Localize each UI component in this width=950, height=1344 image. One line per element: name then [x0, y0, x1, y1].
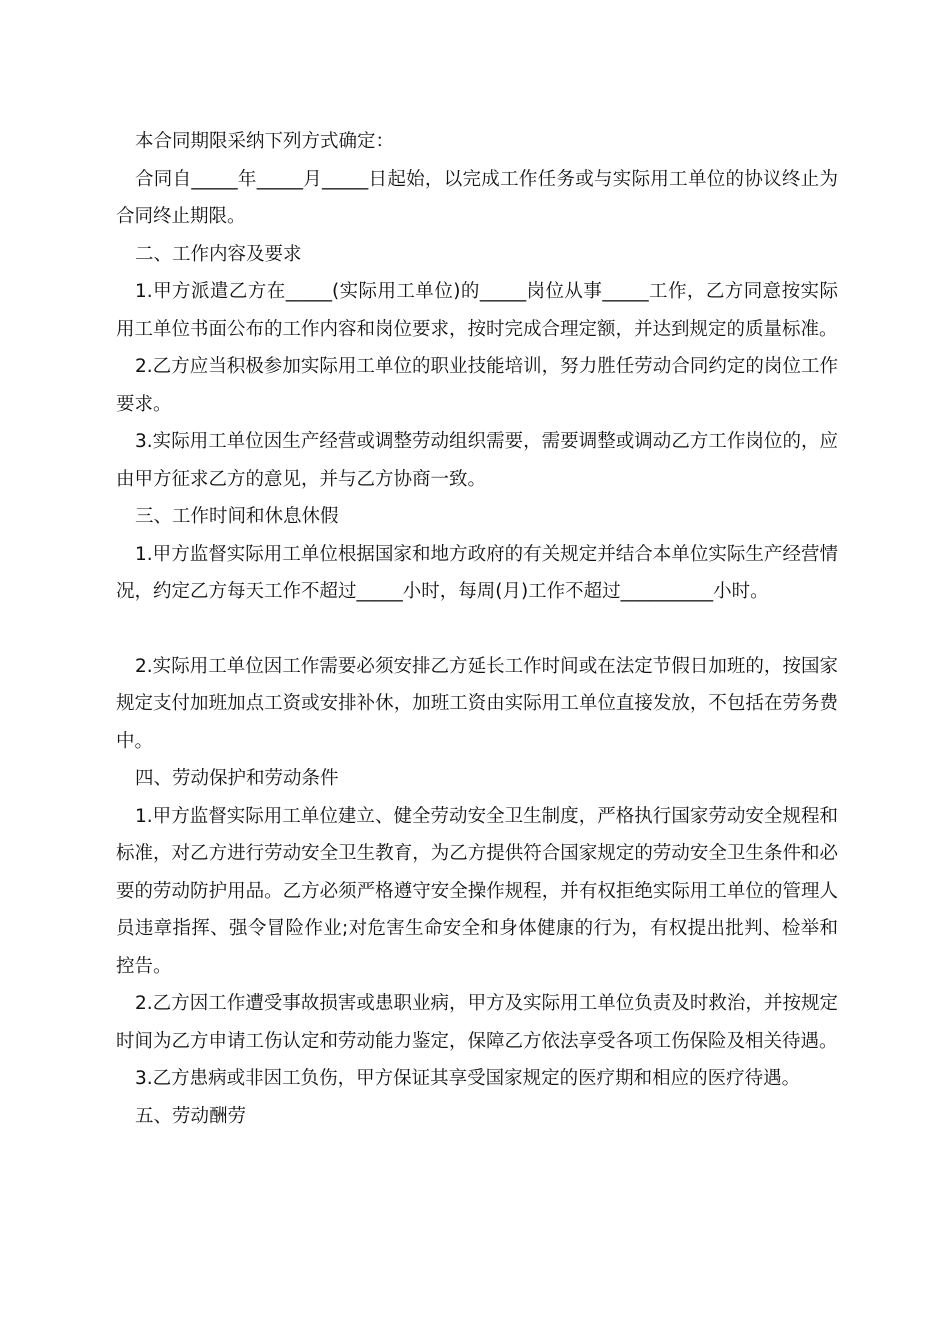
paragraph-term-dates: 合同自_____年_____月_____日起始，以完成工作任务或与实际用工单位的协议终止为合同终止期限。	[116, 168, 838, 227]
paragraph-working-hours: 1.甲方监督实际用工单位根据国家和地方政府的有关规定并结合本单位实际生产经营情况，约定乙方每天工作不超过_____小时，每周(月)工作不超过__________小时。	[116, 543, 838, 602]
section-heading-work-hours: 三、工作时间和休息休假	[135, 506, 339, 527]
section-heading-remuneration: 五、劳动酬劳	[135, 1105, 247, 1127]
paragraph-work-injury: 2.乙方因工作遭受事故损害或患职业病，甲方及实际用工单位负责及时救治，并按规定时间为乙方申请工伤认定和劳动能力鉴定，保障乙方依法享受各项工伤保险及相关待遇。	[116, 993, 838, 1052]
document-body	[116, 123, 838, 1135]
paragraph-safety: 1.甲方监督实际用工单位建立、健全劳动安全卫生制度，严格执行国家劳动安全规程和标准，对乙方进行劳动安全卫生教育，为乙方提供符合国家规定的劳动安全卫生条件和必要的劳动防护用品。乙方必须严格遵守安全操作规程，并有权拒绝实际用工单位的管理人员违章指挥、强令冒险作业;对危害生命安全和身体健康的行为，有权提出批判、检举和控告。	[116, 805, 838, 977]
paragraph-overtime: 2.实际用工单位因工作需要必须安排乙方延长工作时间或在法定节假日加班的，按国家规定支付加班加点工资或安排补休，加班工资由实际用工单位直接发放，不包括在劳务费中。	[116, 655, 838, 752]
paragraph-work-assignment: 1.甲方派遣乙方在_____(实际用工单位)的_____岗位从事_____工作，乙方同意按实际用工单位书面公布的工作内容和岗位要求，按时完成合理定额，并达到规定的质量标准。	[116, 281, 838, 340]
section-heading-work-content: 二、工作内容及要求	[135, 243, 302, 265]
paragraph-position-change: 3.实际用工单位因生产经营或调整劳动组织需要，需要调整或调动乙方工作岗位的，应由甲方征求乙方的意见，并与乙方协商一致。	[116, 431, 838, 490]
paragraph-term-method: 本合同期限采纳下列方式确定：	[135, 131, 395, 152]
section-heading-labor-protection: 四、劳动保护和劳动条件	[135, 768, 339, 789]
paragraph-training: 2.乙方应当积极参加实际用工单位的职业技能培训，努力胜任劳动合同约定的岗位工作要求。	[116, 356, 838, 415]
paragraph-illness: 3.乙方患病或非因工负伤，甲方保证其享受国家规定的医疗期和相应的医疗待遇。	[135, 1068, 801, 1089]
